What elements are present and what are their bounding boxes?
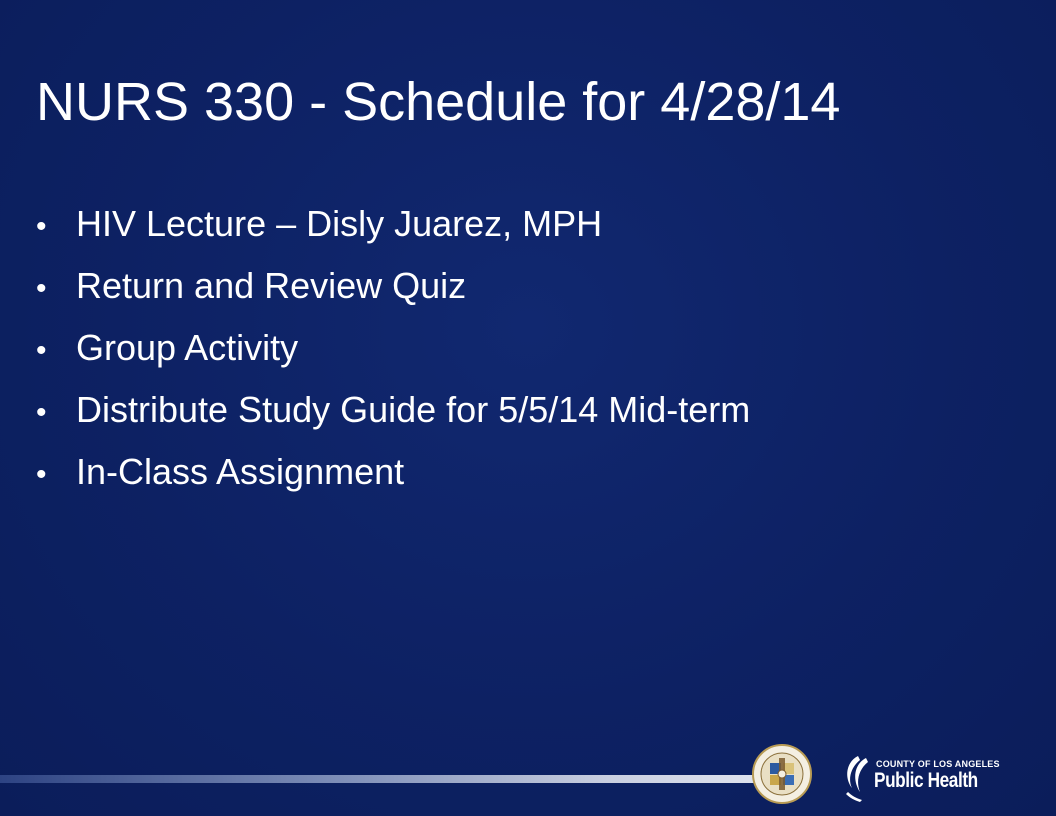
bullet-list — [36, 193, 750, 503]
bullet-text: Distribute Study Guide for 5/5/14 Mid-term — [76, 389, 751, 430]
slide-title: NURS 330 - Schedule for 4/28/14 — [36, 72, 841, 132]
public-health-mark-icon — [838, 752, 874, 804]
logo-name-text: Public Health — [874, 769, 978, 792]
logo-county-text: COUNTY OF LOS ANGELES — [876, 759, 1000, 769]
bullet-text: Group Activity — [76, 327, 299, 368]
bullet-text: In-Class Assignment — [76, 451, 405, 492]
footer-divider — [0, 775, 760, 783]
list-item — [36, 193, 750, 255]
county-seal-icon — [752, 744, 812, 804]
bullet-icon: • — [36, 272, 47, 305]
public-health-logo — [838, 752, 998, 804]
list-item — [36, 379, 750, 441]
bullet-icon: • — [36, 334, 47, 367]
bullet-text: HIV Lecture – Disly Juarez, MPH — [76, 203, 603, 244]
bullet-text: Return and Review Quiz — [76, 265, 467, 306]
bullet-icon: • — [36, 210, 47, 243]
list-item — [36, 317, 750, 379]
bullet-icon: • — [36, 458, 47, 491]
bullet-icon: • — [36, 396, 47, 429]
list-item — [36, 441, 750, 503]
list-item — [36, 255, 750, 317]
